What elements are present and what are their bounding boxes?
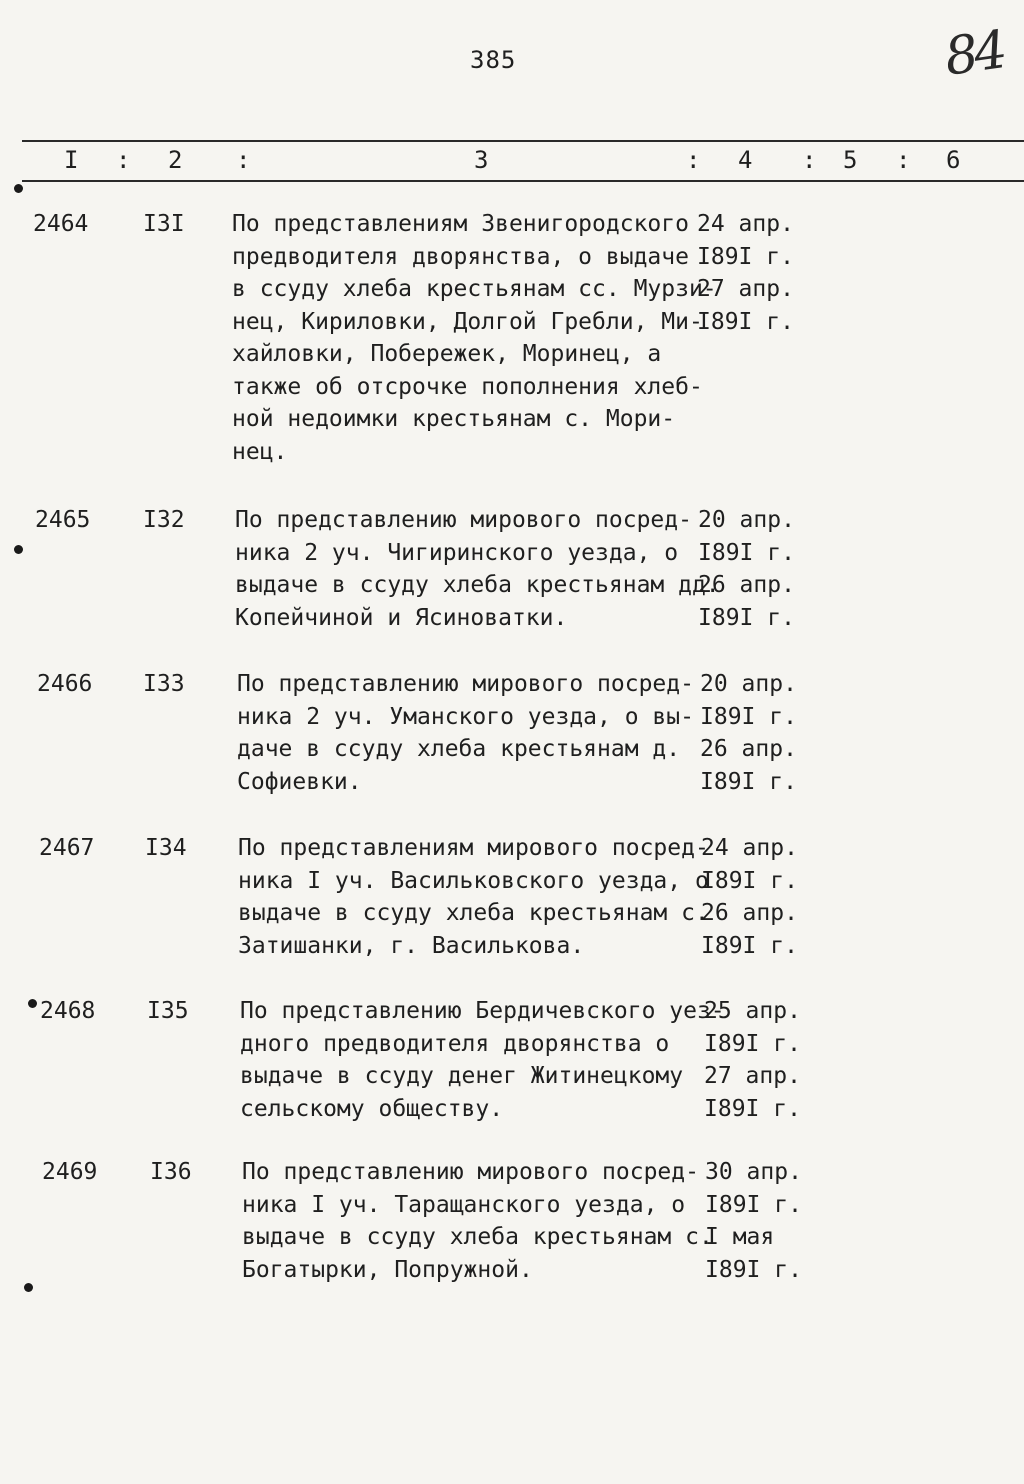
entry-number: 2467 (39, 835, 95, 861)
date-line: 27 апр. (697, 276, 794, 302)
description-line: ника I уч. Васильковского уезда, о (238, 867, 709, 894)
description-line: предводителя дворянства, о выдаче (232, 243, 689, 270)
date-line: I89I г. (701, 867, 798, 894)
entry-ref: I35 (147, 998, 189, 1024)
entry-ref: I3I (143, 211, 185, 237)
binder-hole-mark (28, 999, 37, 1008)
date-line: I89I г. (697, 308, 794, 335)
description-line: По представлению мирового посред- (235, 507, 692, 533)
entry-number: 2469 (42, 1159, 98, 1185)
description-line: По представлениям мирового посред- (238, 835, 709, 861)
handwritten-folio-number: 84 (941, 20, 1008, 88)
column-header-5: 5 (843, 146, 858, 174)
date-line: 26 апр. (698, 572, 795, 598)
description-line: Софиевки. (237, 768, 362, 795)
description-line: нец. (232, 438, 288, 465)
date-line: I89I г. (705, 1191, 802, 1218)
entry-dates (698, 504, 795, 634)
description-line: нец, Кириловки, Долгой Гребли, Ми- (232, 308, 703, 335)
entry-number: 2468 (40, 998, 96, 1024)
description-line: По представлению мирового посред- (237, 671, 694, 697)
description-line: ника 2 уч. Чигиринского уезда, о (235, 539, 679, 566)
description-line: Богатырки, Попружной. (242, 1256, 533, 1283)
entry-dates (700, 668, 797, 798)
column-header-3: 3 (474, 146, 489, 174)
date-line: I89I г. (698, 604, 795, 631)
date-line: I мая (705, 1224, 775, 1250)
description-line: также об отсрочке пополнения хлеб- (232, 373, 703, 400)
binder-hole-mark (24, 1283, 33, 1292)
description-line: Затишанки, г. Василькова. (238, 932, 585, 959)
entry-description (235, 504, 720, 634)
column-separator: : (686, 146, 701, 174)
description-line: дного предводителя дворянства о (240, 1030, 670, 1057)
entry-number: 2464 (33, 211, 89, 237)
date-line: 26 апр. (701, 900, 798, 926)
description-line: ника 2 уч. Уманского уезда, о вы- (237, 703, 694, 730)
description-line: ной недоимки крестьянам с. Мори- (232, 406, 676, 432)
column-separator: : (896, 146, 911, 174)
date-line: I89I г. (704, 1095, 801, 1122)
description-line: ника I уч. Таращанского уезда, о (242, 1191, 686, 1218)
column-header-4: 4 (738, 146, 753, 174)
date-line: 26 апр. (700, 736, 797, 762)
entry-number: 2466 (37, 671, 93, 697)
column-header-6: 6 (946, 146, 961, 174)
column-separator: : (116, 146, 131, 174)
column-separator: : (236, 146, 251, 174)
entry-description (238, 832, 709, 962)
date-line: I89I г. (700, 768, 797, 795)
description-line: По представлению мирового посред- (242, 1159, 699, 1185)
date-line: 20 апр. (700, 671, 797, 697)
entry-ref: I33 (143, 671, 185, 697)
header-top-rule (22, 140, 1024, 142)
entry-dates (697, 208, 794, 338)
header-bottom-rule (22, 180, 1024, 182)
entry-ref: I34 (145, 835, 187, 861)
column-header-1: I (64, 146, 79, 174)
entry-dates (704, 995, 801, 1125)
description-line: выдаче в ссуду хлеба крестьянам дд. (235, 572, 720, 598)
description-line: Копейчиной и Ясиноватки. (235, 604, 568, 631)
entry-dates (705, 1156, 802, 1286)
binder-hole-mark (14, 184, 23, 193)
entry-description (237, 668, 694, 798)
column-header-2: 2 (168, 146, 183, 174)
entry-ref: I36 (150, 1159, 192, 1185)
date-line: I89I г. (701, 932, 798, 959)
date-line: I89I г. (698, 539, 795, 566)
binder-hole-mark (14, 545, 23, 554)
page-number: 385 (470, 46, 517, 74)
entry-ref: I32 (143, 507, 185, 533)
entry-dates (701, 832, 798, 962)
description-line: По представлению Бердичевского уез- (240, 998, 725, 1024)
description-line: По представлениям Звенигородского (232, 211, 689, 237)
entry-description (240, 995, 725, 1125)
description-line: даче в ссуду хлеба крестьянам д. (237, 736, 681, 762)
description-line: выдаче в ссуду хлеба крестьянам с. (238, 900, 709, 926)
date-line: 27 апр. (704, 1063, 801, 1089)
entry-description (232, 208, 717, 468)
description-line: сельскому обществу. (240, 1095, 504, 1122)
date-line: I89I г. (705, 1256, 802, 1283)
description-line: выдаче в ссуду денег Житинецкому (240, 1063, 684, 1089)
date-line: 30 апр. (705, 1159, 802, 1185)
date-line: 20 апр. (698, 507, 795, 533)
date-line: I89I г. (697, 243, 794, 270)
description-line: в ссуду хлеба крестьянам сс. Мурзи- (232, 276, 717, 302)
date-line: 24 апр. (701, 835, 798, 861)
column-separator: : (802, 146, 817, 174)
date-line: 25 апр. (704, 998, 801, 1024)
date-line: 24 апр. (697, 211, 794, 237)
description-line: хайловки, Побережек, Моринец, а (232, 341, 662, 367)
date-line: I89I г. (704, 1030, 801, 1057)
description-line: выдаче в ссуду хлеба крестьянам с. (242, 1224, 713, 1250)
entry-description (242, 1156, 713, 1286)
date-line: I89I г. (700, 703, 797, 730)
entry-number: 2465 (35, 507, 91, 533)
